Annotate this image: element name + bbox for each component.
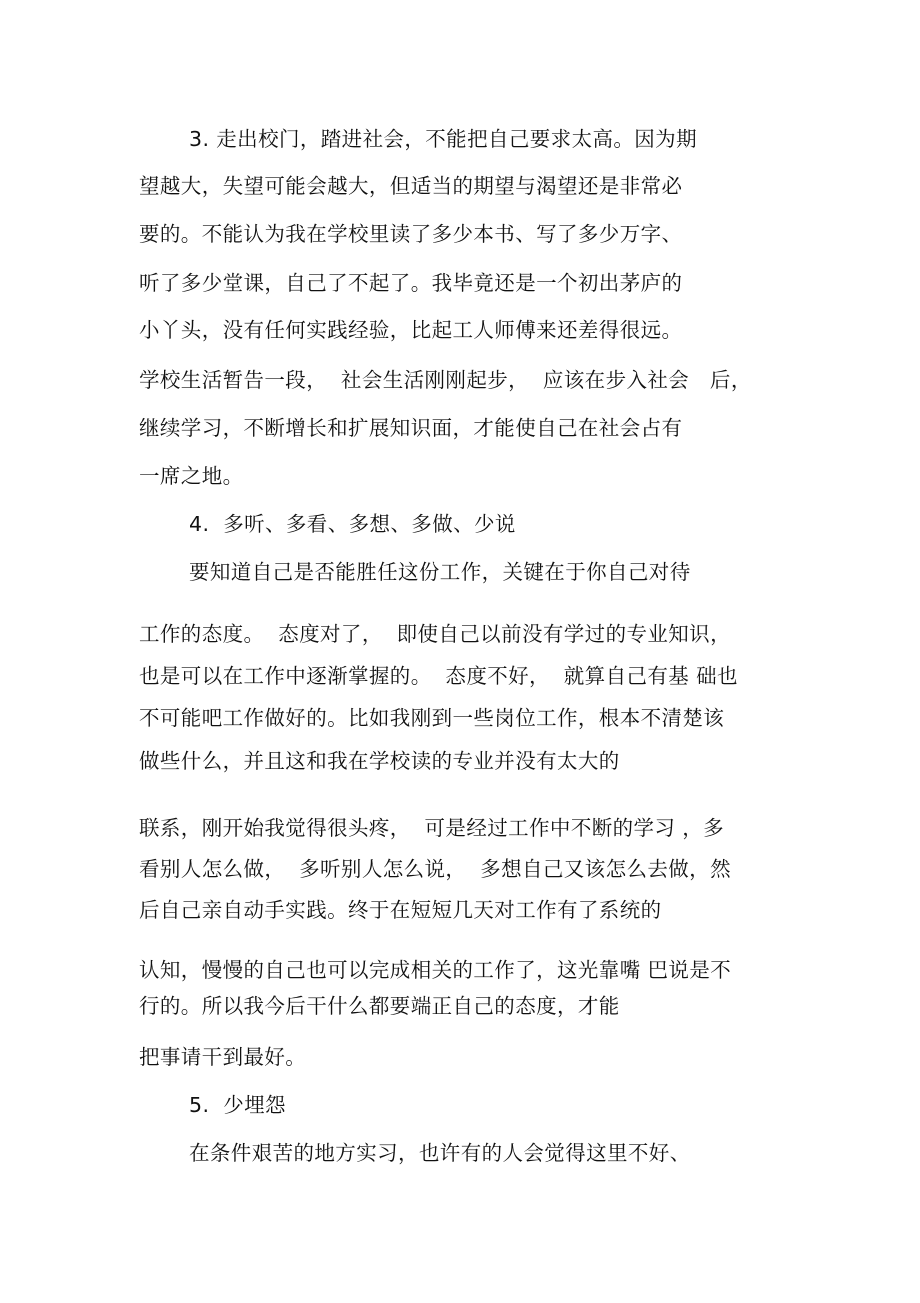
text-line: 一席之地。	[139, 464, 244, 488]
text-line: 工作的态度。 态度对了， 即使自己以前没有学过的专业知识，	[139, 622, 731, 646]
text-line: 把事请干到最好。	[139, 1045, 307, 1069]
text-line: 听了多少堂课，自己了不起了。我毕竟还是一个初出茅庐的	[139, 271, 683, 295]
section-heading: 4. 多听、多看、多想、多做、少说	[189, 512, 516, 536]
text-line: 不可能吧工作做好的。比如我刚到一些岗位工作，根本不清楚该	[139, 706, 725, 730]
text-line: 学校生活暂告一段， 社会生活刚刚起步， 应该在步入社会 后，	[139, 368, 752, 392]
text-line: 行的。所以我今后干什么都要端正自己的态度，才能	[139, 994, 620, 1018]
text-line: 认知，慢慢的自己也可以完成相关的工作了，这光靠嘴 巴说是不	[139, 958, 732, 982]
text-line: 联系，刚开始我觉得很头疼， 可是经过工作中不断的学习 ，多	[139, 816, 725, 840]
text-line: 也是可以在工作中逐渐掌握的。 态度不好， 就算自己有基 础也	[139, 664, 738, 688]
text-line: 继续学习，不断增长和扩展知识面，才能使自己在社会占有	[139, 416, 683, 440]
text-line: 在条件艰苦的地方实习，也许有的人会觉得这里不好、	[189, 1141, 691, 1165]
text-line: 要知道自己是否能胜任这份工作，关键在于你自己对待	[189, 560, 691, 584]
text-line: 看别人怎么做， 多听别人怎么说， 多想自己又该怎么去做，然	[139, 857, 731, 881]
text-line: 要的。不能认为我在学校里读了多少本书、写了多少万字、	[139, 222, 683, 246]
text-line: 3. 走出校门，踏进社会，不能把自己要求太高。因为期	[189, 127, 697, 151]
text-line: 后自己亲自动手实践。终于在短短几天对工作有了系统的	[139, 898, 662, 922]
text-line: 做些什么，并且这和我在学校读的专业并没有太大的	[139, 749, 620, 773]
text-line: 小丫头，没有任何实践经验，比起工人师傅来还差得很远。	[139, 318, 683, 342]
section-heading: 5. 少埋怨	[189, 1093, 286, 1117]
text-line: 望越大，失望可能会越大，但适当的期望与渴望还是非常必	[139, 174, 683, 198]
